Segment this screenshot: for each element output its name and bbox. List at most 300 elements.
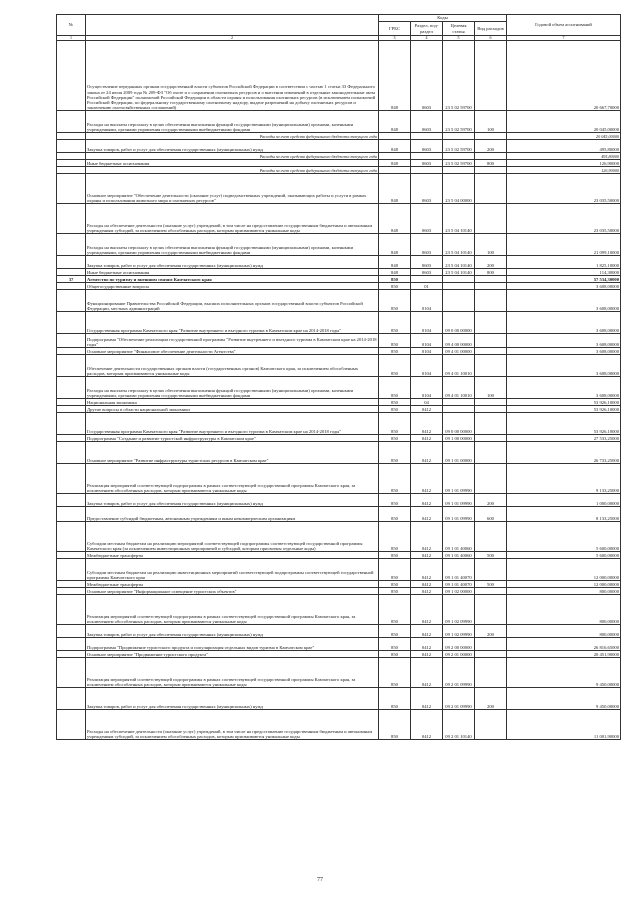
table-row bbox=[57, 111, 621, 133]
table-row bbox=[57, 234, 621, 256]
row-grbs: 848 bbox=[379, 256, 411, 269]
table-row bbox=[57, 507, 621, 522]
row-target-article: 09 2 01 00000 bbox=[443, 651, 475, 658]
row-name: Реализация мероприятий соответствующей подпрограммы в рамках соответствующей государственной программы Камчатского края, за исключением обособленных расходов, которым присваиваются уникальные коды bbox=[86, 595, 379, 625]
table-row bbox=[57, 559, 621, 581]
row-expense-type: 600 bbox=[475, 507, 507, 522]
row-name: Реализация мероприятий соответствующей подпрограммы в рамках соответствующей государственной программы Камчатского края, за исключением обособленных расходов, которым присваиваются уникальные коды bbox=[86, 464, 379, 494]
row-section: 0412 bbox=[411, 464, 443, 494]
row-grbs: 848 bbox=[379, 174, 411, 204]
row-grbs: 848 bbox=[379, 41, 411, 111]
row-expense-type bbox=[475, 651, 507, 658]
row-section: 0104 bbox=[411, 312, 443, 334]
row-target-article bbox=[443, 283, 475, 290]
row-expense-type bbox=[475, 153, 507, 160]
row-section: 0104 bbox=[411, 377, 443, 399]
row-grbs bbox=[379, 167, 411, 174]
budget-table-sheet bbox=[56, 14, 621, 740]
row-amount: 3 608,00000 bbox=[507, 377, 621, 399]
page-number: 77 bbox=[317, 877, 323, 883]
row-grbs: 850 bbox=[379, 581, 411, 588]
row-expense-type bbox=[475, 133, 507, 140]
table-row bbox=[57, 658, 621, 688]
row-name: Государственная программа Камчатского края "Развитие внутреннего и въездного туризма в Камчатском крае на 2014-2018 годы" bbox=[86, 312, 379, 334]
row-number bbox=[57, 256, 86, 269]
row-amount: 20 667,70000 bbox=[507, 41, 621, 111]
row-target-article: 09 1 01 09990 bbox=[443, 507, 475, 522]
row-section: 0603 bbox=[411, 111, 443, 133]
row-number bbox=[57, 588, 86, 595]
row-number bbox=[57, 464, 86, 494]
row-grbs: 850 bbox=[379, 507, 411, 522]
row-section: 0603 bbox=[411, 234, 443, 256]
row-name: Закупка товаров, работ и услуг для обеспечения государственных (муниципальных) нужд bbox=[86, 256, 379, 269]
row-target-article: 09 2 01 10140 bbox=[443, 710, 475, 740]
row-name: Расходы за счет средств федерального бюджета текущего года bbox=[86, 153, 379, 160]
row-number bbox=[57, 435, 86, 442]
row-section: 0412 bbox=[411, 638, 443, 651]
row-grbs: 850 bbox=[379, 435, 411, 442]
col-index: 4 bbox=[411, 36, 443, 41]
table-row bbox=[57, 399, 621, 406]
row-expense-type bbox=[475, 595, 507, 625]
table-row bbox=[57, 638, 621, 651]
row-amount: 3 608,00000 bbox=[507, 355, 621, 377]
row-expense-type bbox=[475, 41, 507, 111]
row-expense-type bbox=[475, 290, 507, 312]
row-name: Предоставление субсидий бюджетным, автономным учреждениям и иным некоммерческим организациям bbox=[86, 507, 379, 522]
row-target-article: 09 1 02 00000 bbox=[443, 588, 475, 595]
table-row bbox=[57, 290, 621, 312]
row-name: Подпрограмма "Создание и развитие туристской инфраструктуры в Камчатском крае" bbox=[86, 435, 379, 442]
row-name: Основное мероприятие "Финансовое обеспечение деятельности Агентства" bbox=[86, 348, 379, 355]
row-section: 0603 bbox=[411, 160, 443, 167]
row-expense-type: 500 bbox=[475, 581, 507, 588]
row-grbs: 850 bbox=[379, 399, 411, 406]
row-expense-type bbox=[475, 559, 507, 581]
row-expense-type bbox=[475, 658, 507, 688]
row-number bbox=[57, 658, 86, 688]
row-section: 0412 bbox=[411, 507, 443, 522]
row-target-article bbox=[443, 133, 475, 140]
row-amount: 26 733,25000 bbox=[507, 442, 621, 464]
row-number bbox=[57, 334, 86, 348]
row-section: 0412 bbox=[411, 688, 443, 710]
row-amount: 126,90000 bbox=[507, 167, 621, 174]
row-section: 0603 bbox=[411, 269, 443, 276]
row-grbs: 850 bbox=[379, 638, 411, 651]
row-target-article: 09 4 00 00000 bbox=[443, 334, 475, 348]
row-name: Расходы за счет средств федерального бюджета текущего года bbox=[86, 133, 379, 140]
row-expense-type bbox=[475, 355, 507, 377]
table-row bbox=[57, 153, 621, 160]
row-name: Национальная экономика bbox=[86, 399, 379, 406]
row-number bbox=[57, 234, 86, 256]
row-target-article: 23 5 02 59700 bbox=[443, 160, 475, 167]
row-section: 0412 bbox=[411, 406, 443, 413]
row-target-article bbox=[443, 167, 475, 174]
row-target-article: 23 5 04 10140 bbox=[443, 234, 475, 256]
row-number bbox=[57, 153, 86, 160]
row-name: Закупка товаров, работ и услуг для обеспечения государственных (муниципальных) нужд bbox=[86, 688, 379, 710]
row-expense-type: 800 bbox=[475, 269, 507, 276]
row-amount: 20 045,00000 bbox=[507, 111, 621, 133]
row-amount: 20 451,90000 bbox=[507, 651, 621, 658]
row-amount: 20 045,00000 bbox=[507, 133, 621, 140]
row-expense-type: 100 bbox=[475, 234, 507, 256]
row-expense-type bbox=[475, 522, 507, 552]
row-target-article: 09 0 00 00000 bbox=[443, 312, 475, 334]
row-amount: 1 000,00000 bbox=[507, 494, 621, 507]
table-row bbox=[57, 377, 621, 399]
row-number bbox=[57, 174, 86, 204]
row-expense-type bbox=[475, 435, 507, 442]
col-header-number: № bbox=[57, 15, 86, 36]
row-amount: 8 133,25000 bbox=[507, 507, 621, 522]
row-name: Расходы за счет средств федерального бюджета текущего года bbox=[86, 167, 379, 174]
row-section: 0412 bbox=[411, 595, 443, 625]
row-name: Расходы на обеспечение деятельности (оказание услуг) учреждений, в том числе на предоставление государственным бюджетным и автономным учреждениям субсидий, за исключением обособленных расходов, которым присваиваются уникальные коды bbox=[86, 204, 379, 234]
table-row bbox=[57, 334, 621, 348]
row-grbs: 850 bbox=[379, 595, 411, 625]
row-amount: 800,00000 bbox=[507, 625, 621, 638]
table-row bbox=[57, 464, 621, 494]
row-grbs: 850 bbox=[379, 442, 411, 464]
row-amount: 9 133,25000 bbox=[507, 464, 621, 494]
row-name: Осуществление переданных органам государственной власти субъектов Российской Федерации в соответствии с частью 1 статьи 33 Федерального закона от 24 июля 2009 года № 209-ФЗ "Об охоте и о сохранении охотничьих ресурсов и о внесении изменений в отдельные законодательные акты Российской Федерации" полномочий Российской Федерации в области охраны и использования охотничьих ресурсов (в исключением полномочий Российской Федерации, по федеральному государственному охотничьему надзору, выдаче разрешений на добычу охотничьих ресурсов и заключению охотхозяйственных соглашений) bbox=[86, 41, 379, 111]
row-number bbox=[57, 688, 86, 710]
row-amount: 12 000,00000 bbox=[507, 581, 621, 588]
row-target-article bbox=[443, 290, 475, 312]
row-target-article: 23 5 04 10140 bbox=[443, 204, 475, 234]
row-name: Межбюджетные трансферты bbox=[86, 581, 379, 588]
row-target-article bbox=[443, 406, 475, 413]
row-number bbox=[57, 552, 86, 559]
row-expense-type bbox=[475, 348, 507, 355]
row-name: Подпрограмма "Обеспечение реализации государственной программы "Развитие внутреннего и въездного туризма в Камчатском крае на 2014-2018 годы" bbox=[86, 334, 379, 348]
row-name: Другие вопросы в области национальной экономики bbox=[86, 406, 379, 413]
table-row bbox=[57, 413, 621, 435]
row-amount: 3 608,00000 bbox=[507, 348, 621, 355]
table-row bbox=[57, 133, 621, 140]
row-amount: 9 450,00000 bbox=[507, 688, 621, 710]
table-row bbox=[57, 256, 621, 269]
row-expense-type bbox=[475, 399, 507, 406]
row-grbs: 848 bbox=[379, 234, 411, 256]
row-number bbox=[57, 406, 86, 413]
row-number bbox=[57, 413, 86, 435]
row-number bbox=[57, 625, 86, 638]
row-grbs: 850 bbox=[379, 658, 411, 688]
row-expense-type bbox=[475, 204, 507, 234]
row-section: 0412 bbox=[411, 413, 443, 435]
row-number bbox=[57, 41, 86, 111]
row-grbs: 850 bbox=[379, 688, 411, 710]
row-grbs: 848 bbox=[379, 269, 411, 276]
row-amount: 12 000,00000 bbox=[507, 559, 621, 581]
row-grbs: 850 bbox=[379, 355, 411, 377]
row-name: Субсидии местным бюджетам на реализацию мероприятий соответствующей подпрограммы соответствующей государственной программы Камчатского края (за исключением инвестиционных мероприятий и субсидий, которым присвоены отдельные коды) bbox=[86, 522, 379, 552]
row-expense-type: 200 bbox=[475, 256, 507, 269]
row-target-article: 23 5 04 10140 bbox=[443, 256, 475, 269]
row-amount: 126,90000 bbox=[507, 160, 621, 167]
row-grbs: 850 bbox=[379, 710, 411, 740]
row-number bbox=[57, 595, 86, 625]
table-body bbox=[57, 41, 621, 740]
row-name: Основное мероприятие "Продвижение туристского продукта" bbox=[86, 651, 379, 658]
row-section: 0412 bbox=[411, 658, 443, 688]
row-name: Подпрограмма "Продвижение туристского продукта и популяризация отдельных видов туризма в Камчатском крае" bbox=[86, 638, 379, 651]
row-target-article bbox=[443, 276, 475, 283]
row-expense-type bbox=[475, 334, 507, 348]
row-target-article: 09 4 01 00000 bbox=[443, 348, 475, 355]
row-section: 0412 bbox=[411, 710, 443, 740]
row-name: Субсидии местным бюджетам на реализацию инвестиционных мероприятий соответствующей подпрограммы соответствующей государственной программы Камчатского края bbox=[86, 559, 379, 581]
table-row bbox=[57, 651, 621, 658]
row-number bbox=[57, 133, 86, 140]
row-expense-type: 800 bbox=[475, 160, 507, 167]
row-expense-type bbox=[475, 406, 507, 413]
row-grbs: 850 bbox=[379, 559, 411, 581]
row-number bbox=[57, 651, 86, 658]
row-name: Обеспечение деятельности государственных органов власти (государственных органов) Камчатского края, за исключением обособленных расходов, которым присваиваются уникальные коды bbox=[86, 355, 379, 377]
row-section: 01 bbox=[411, 283, 443, 290]
row-number bbox=[57, 140, 86, 153]
table-row bbox=[57, 41, 621, 111]
row-section: 0412 bbox=[411, 559, 443, 581]
table-row bbox=[57, 522, 621, 552]
table-row bbox=[57, 710, 621, 740]
row-amount: 800,00000 bbox=[507, 588, 621, 595]
row-target-article: 09 2 00 00000 bbox=[443, 638, 475, 651]
row-number bbox=[57, 442, 86, 464]
row-section: 0603 bbox=[411, 174, 443, 204]
row-amount: 3 608,00000 bbox=[507, 283, 621, 290]
row-target-article: 09 2 01 09990 bbox=[443, 658, 475, 688]
row-expense-type bbox=[475, 638, 507, 651]
row-expense-type: 100 bbox=[475, 111, 507, 133]
row-target-article: 09 1 01 00000 bbox=[443, 442, 475, 464]
table-row bbox=[57, 406, 621, 413]
row-number bbox=[57, 111, 86, 133]
row-amount: 23 035,50000 bbox=[507, 174, 621, 204]
row-name: Закупка товаров, работ и услуг для обеспечения государственных (муниципальных) нужд bbox=[86, 625, 379, 638]
row-number bbox=[57, 160, 86, 167]
row-section: 0412 bbox=[411, 494, 443, 507]
row-target-article: 09 4 01 10010 bbox=[443, 355, 475, 377]
row-amount: 57 534,30000 bbox=[507, 276, 621, 283]
row-grbs: 850 bbox=[379, 290, 411, 312]
table-row bbox=[57, 442, 621, 464]
row-target-article: 09 1 02 09990 bbox=[443, 595, 475, 625]
table-row bbox=[57, 688, 621, 710]
row-expense-type: 100 bbox=[475, 377, 507, 399]
row-section: 0412 bbox=[411, 442, 443, 464]
row-target-article: 09 0 00 00000 bbox=[443, 413, 475, 435]
col-index: 7 bbox=[507, 36, 621, 41]
row-grbs: 848 bbox=[379, 204, 411, 234]
table-row bbox=[57, 167, 621, 174]
row-section: 0603 bbox=[411, 41, 443, 111]
row-expense-type bbox=[475, 464, 507, 494]
row-name: Общегосударственные вопросы bbox=[86, 283, 379, 290]
table-row bbox=[57, 140, 621, 153]
row-amount: 53 926,10000 bbox=[507, 406, 621, 413]
row-section: 04 bbox=[411, 399, 443, 406]
row-name: Иные бюджетные ассигнования bbox=[86, 269, 379, 276]
row-number bbox=[57, 167, 86, 174]
row-target-article: 09 4 01 10010 bbox=[443, 377, 475, 399]
row-section: 0412 bbox=[411, 625, 443, 638]
row-expense-type: 200 bbox=[475, 688, 507, 710]
row-grbs: 850 bbox=[379, 413, 411, 435]
table-row bbox=[57, 595, 621, 625]
row-grbs: 850 bbox=[379, 348, 411, 355]
row-grbs: 850 bbox=[379, 494, 411, 507]
table-row bbox=[57, 174, 621, 204]
row-expense-type bbox=[475, 312, 507, 334]
row-expense-type: 200 bbox=[475, 140, 507, 153]
row-number bbox=[57, 204, 86, 234]
table-row bbox=[57, 552, 621, 559]
row-target-article: 23 5 02 59700 bbox=[443, 111, 475, 133]
row-expense-type: 500 bbox=[475, 552, 507, 559]
table-row bbox=[57, 348, 621, 355]
row-name: Государственная программа Камчатского края "Развитие внутреннего и въездного туризма в Камчатском крае на 2014-2018 годы" bbox=[86, 413, 379, 435]
row-name: Межбюджетные трансферты bbox=[86, 552, 379, 559]
row-expense-type bbox=[475, 413, 507, 435]
row-expense-type bbox=[475, 167, 507, 174]
row-amount: 5 600,00000 bbox=[507, 522, 621, 552]
row-section bbox=[411, 167, 443, 174]
row-grbs: 848 bbox=[379, 140, 411, 153]
row-number bbox=[57, 312, 86, 334]
row-target-article: 23 5 04 10140 bbox=[443, 269, 475, 276]
row-name: Расходы на обеспечение деятельности (оказание услуг) учреждений, в том числе на предоставление государственным бюджетным и автономным учреждениям субсидий, за исключением обособленных расходов, которым присваиваются уникальные коды bbox=[86, 710, 379, 740]
row-section: 0603 bbox=[411, 204, 443, 234]
row-target-article: 09 1 01 40070 bbox=[443, 559, 475, 581]
row-expense-type bbox=[475, 442, 507, 464]
row-grbs: 848 bbox=[379, 111, 411, 133]
table-row bbox=[57, 355, 621, 377]
row-grbs: 850 bbox=[379, 406, 411, 413]
row-amount: 53 926,10000 bbox=[507, 413, 621, 435]
row-expense-type bbox=[475, 283, 507, 290]
row-section: 0603 bbox=[411, 256, 443, 269]
col-header-grbs: ГРБС bbox=[379, 22, 411, 36]
row-section: 0412 bbox=[411, 552, 443, 559]
row-name: Основное мероприятие "Информационное освещение туристских объектов" bbox=[86, 588, 379, 595]
row-section: 0412 bbox=[411, 588, 443, 595]
table-row bbox=[57, 581, 621, 588]
row-grbs: 850 bbox=[379, 464, 411, 494]
row-name: Иные бюджетные ассигнования bbox=[86, 160, 379, 167]
row-amount: 495,80000 bbox=[507, 153, 621, 160]
row-number: 37 bbox=[57, 276, 86, 283]
table-row bbox=[57, 588, 621, 595]
row-target-article: 23 5 04 00000 bbox=[443, 174, 475, 204]
col-index: 5 bbox=[443, 36, 475, 41]
row-name: Основное мероприятие "Обеспечение деятельности (оказание услуг) подведомственных учреждений, оказывающих работы и услуги в рамках охраны и использования животного мира и охотничьих ресурсов" bbox=[86, 174, 379, 204]
row-section bbox=[411, 153, 443, 160]
row-name: Расходы на выплаты персоналу в целях обеспечения выполнения функций государственными (муниципальными) органами, казенными учреждениями, органами управления государственными внебюджетными фондами bbox=[86, 111, 379, 133]
row-expense-type: 200 bbox=[475, 625, 507, 638]
row-target-article: 09 1 01 09990 bbox=[443, 464, 475, 494]
col-index: 1 bbox=[57, 36, 86, 41]
row-section: 0412 bbox=[411, 651, 443, 658]
row-section bbox=[411, 276, 443, 283]
col-header-section: Раздел, под- раздел bbox=[411, 22, 443, 36]
row-target-article: 23 5 02 59700 bbox=[443, 140, 475, 153]
row-section: 0104 bbox=[411, 348, 443, 355]
row-section: 0603 bbox=[411, 140, 443, 153]
row-name: Расходы на выплаты персоналу в целях обеспечения выполнения функций государственными (муниципальными) органами, казенными учреждениями, органами управления государственными внебюджетными фондами bbox=[86, 234, 379, 256]
row-grbs bbox=[379, 153, 411, 160]
table-row bbox=[57, 204, 621, 234]
table-row bbox=[57, 312, 621, 334]
budget-table bbox=[56, 14, 621, 740]
row-number bbox=[57, 581, 86, 588]
table-row bbox=[57, 494, 621, 507]
row-amount: 26 816,65000 bbox=[507, 638, 621, 651]
row-name: Закупка товаров, работ и услуг для обеспечения государственных (муниципальных) нужд bbox=[86, 494, 379, 507]
row-number bbox=[57, 522, 86, 552]
col-header-expense-type: Вид расходов bbox=[475, 22, 507, 36]
row-amount: 23 035,50000 bbox=[507, 204, 621, 234]
row-amount: 1 825,10000 bbox=[507, 256, 621, 269]
row-amount: 53 926,10000 bbox=[507, 399, 621, 406]
row-section: 0104 bbox=[411, 334, 443, 348]
table-row bbox=[57, 269, 621, 276]
row-grbs: 850 bbox=[379, 522, 411, 552]
row-expense-type bbox=[475, 710, 507, 740]
row-number bbox=[57, 507, 86, 522]
row-number bbox=[57, 269, 86, 276]
row-grbs: 850 bbox=[379, 651, 411, 658]
row-grbs: 850 bbox=[379, 312, 411, 334]
row-name: Функционирование Правительства Российской Федерации, высших исполнительных органов государственной власти субъектов Российской Федерации, местных администраций bbox=[86, 290, 379, 312]
row-number bbox=[57, 494, 86, 507]
table-row bbox=[57, 625, 621, 638]
row-amount: 800,00000 bbox=[507, 595, 621, 625]
row-number bbox=[57, 638, 86, 651]
row-amount: 3 608,00000 bbox=[507, 290, 621, 312]
row-grbs: 850 bbox=[379, 588, 411, 595]
col-header-codes: Коды bbox=[379, 15, 507, 22]
row-expense-type: 200 bbox=[475, 494, 507, 507]
row-section: 0412 bbox=[411, 522, 443, 552]
row-amount: 21 099,10000 bbox=[507, 234, 621, 256]
row-target-article: 09 1 01 40060 bbox=[443, 522, 475, 552]
row-number bbox=[57, 710, 86, 740]
col-header-amount: Годовой объем ассигнований bbox=[507, 15, 621, 36]
row-target-article bbox=[443, 153, 475, 160]
row-section bbox=[411, 133, 443, 140]
row-section: 0412 bbox=[411, 581, 443, 588]
row-amount: 9 450,00000 bbox=[507, 658, 621, 688]
col-header-name bbox=[86, 15, 379, 36]
table-row bbox=[57, 435, 621, 442]
row-target-article: 09 1 01 09990 bbox=[443, 494, 475, 507]
col-index: 2 bbox=[86, 36, 379, 41]
row-name: Закупка товаров, работ и услуг для обеспечения государственных (муниципальных) нужд bbox=[86, 140, 379, 153]
row-section: 0412 bbox=[411, 435, 443, 442]
table-row bbox=[57, 283, 621, 290]
row-target-article bbox=[443, 399, 475, 406]
row-name: Основное мероприятие "Развитие инфраструктуры туристских ресурсов в Камчатском крае" bbox=[86, 442, 379, 464]
row-amount: 11 001,90000 bbox=[507, 710, 621, 740]
row-target-article: 09 1 00 00000 bbox=[443, 435, 475, 442]
